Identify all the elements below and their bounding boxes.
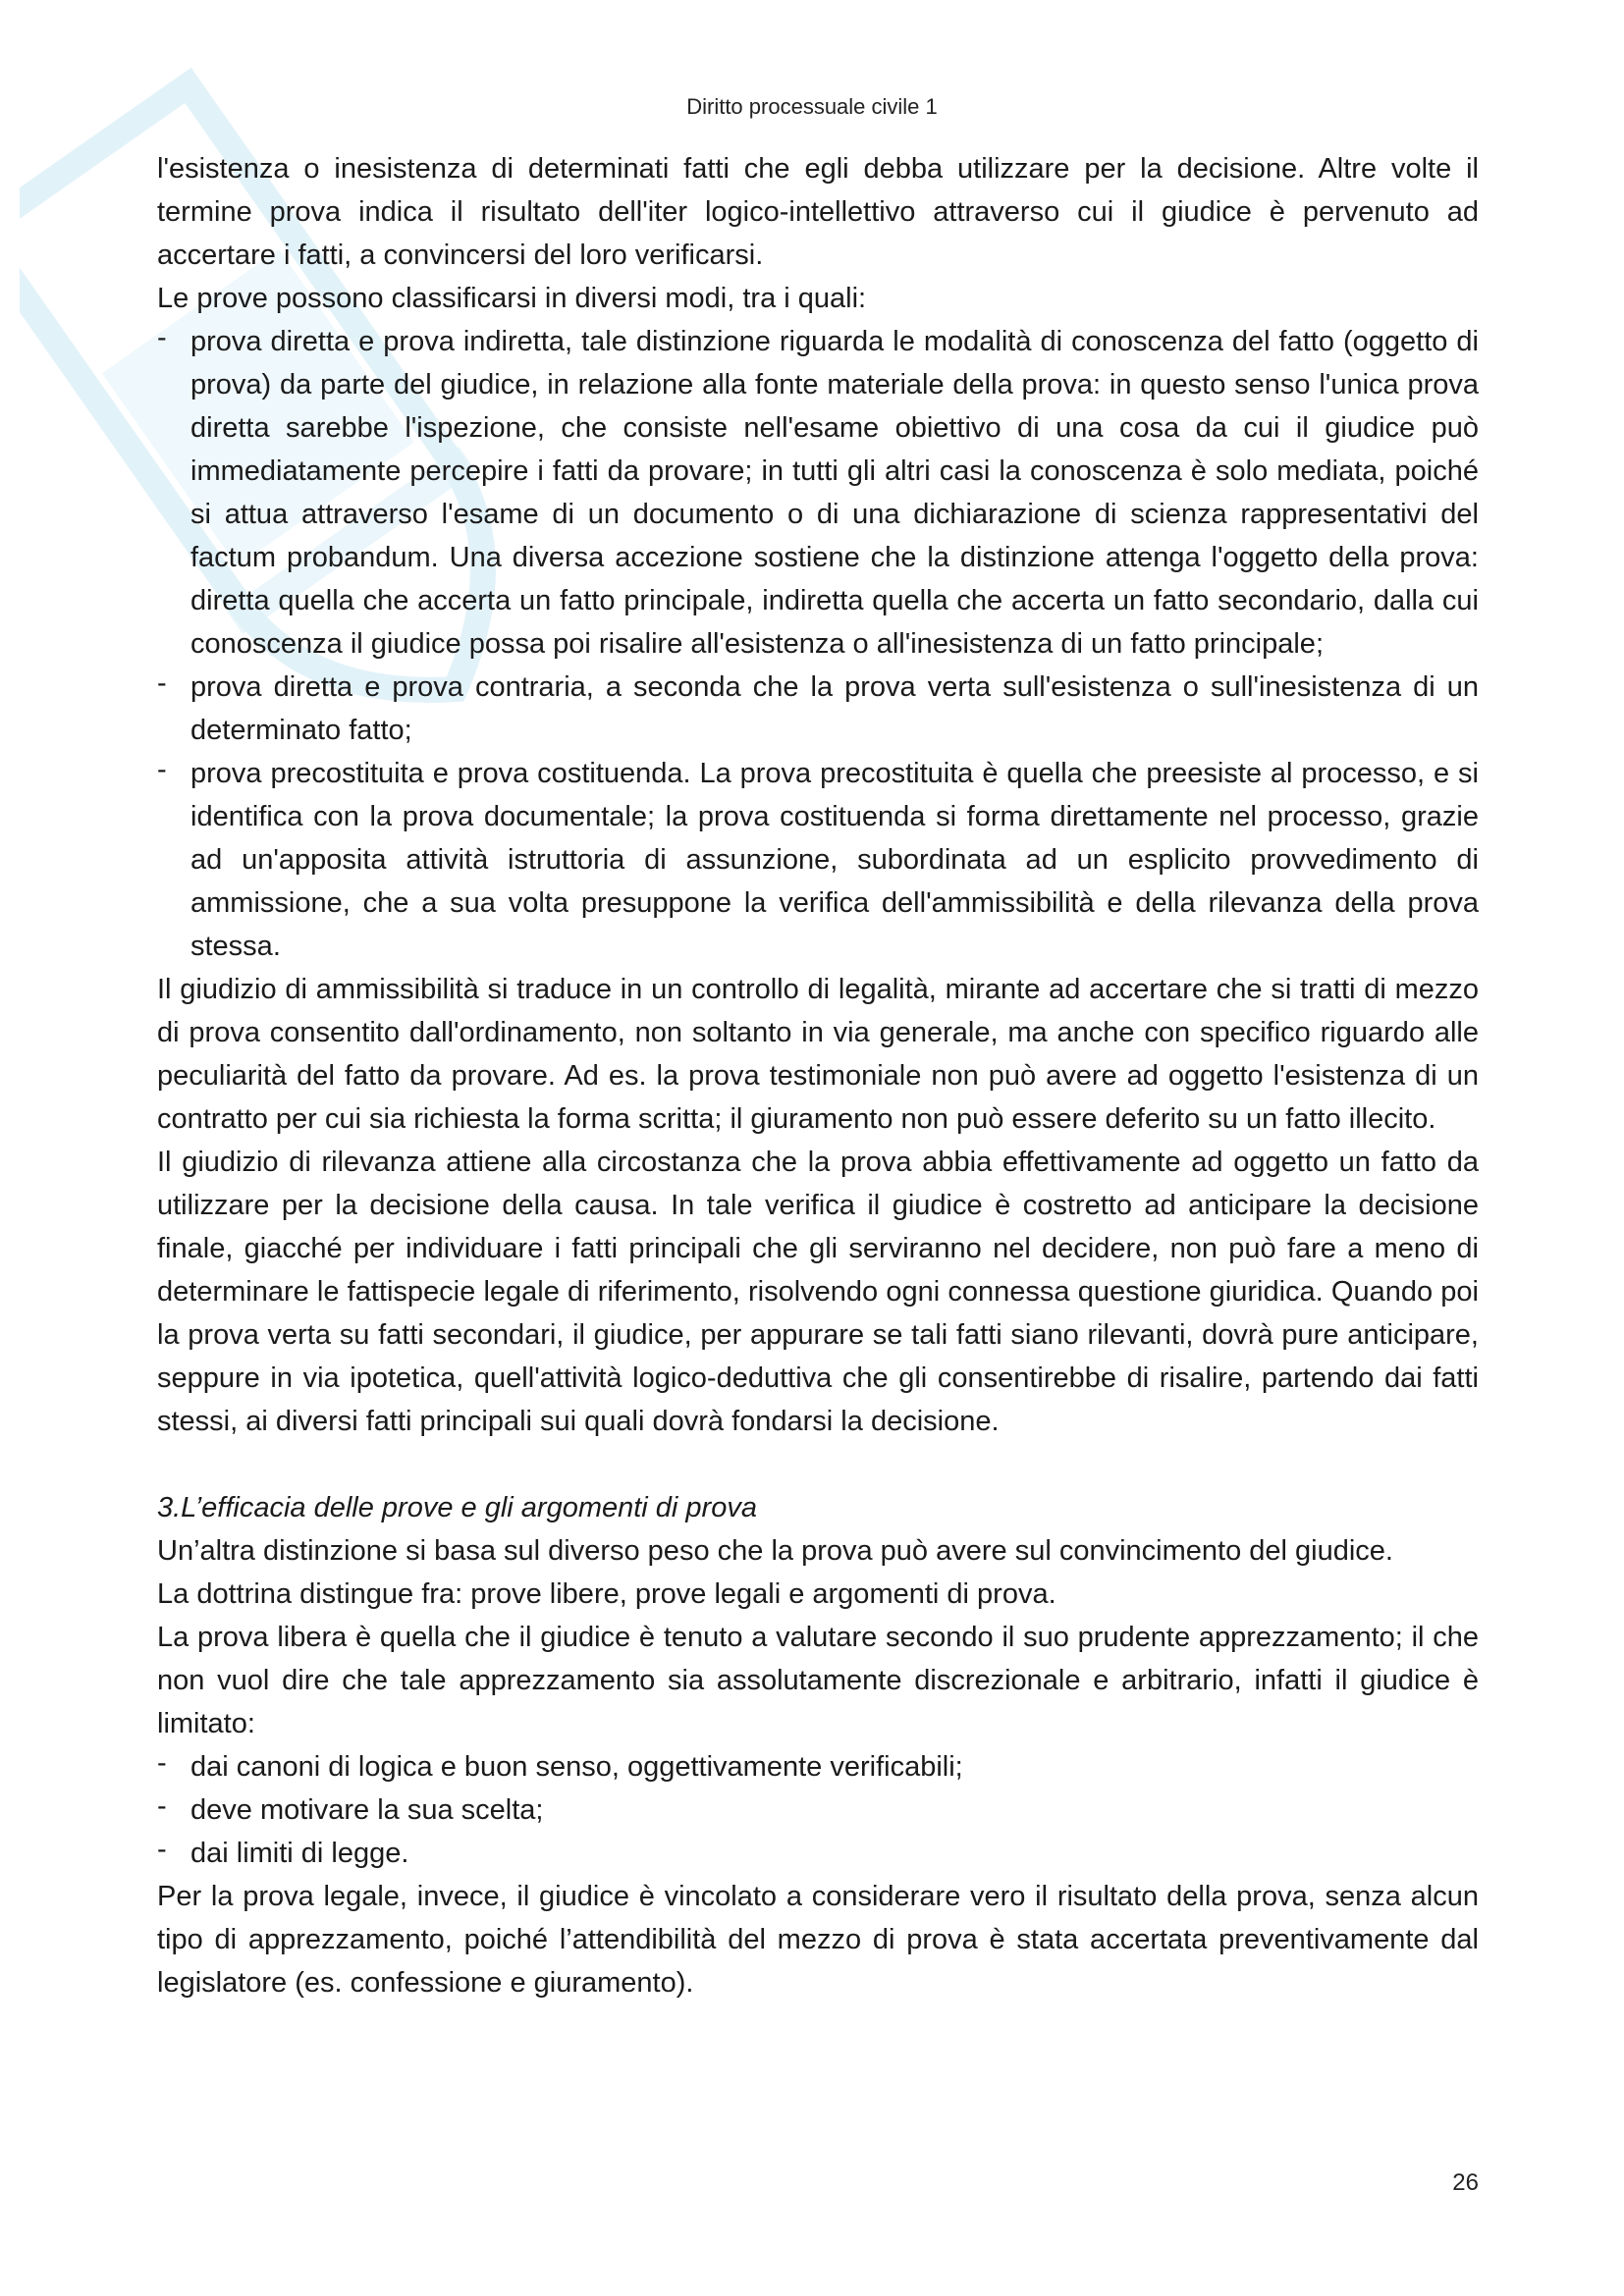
paragraph: Un’altra distinzione si basa sul diverso peso che la prova può avere sul convincimento del giudice.	[157, 1535, 1393, 1567]
page-header: Diritto processuale civile 1	[686, 94, 938, 119]
paragraph: Per la prova legale, invece, il giudice è vincolato a considerare vero il risultato della prova, senza alcun tipo di apprezzamento, poiché l’attendibilità del mezzo di prova è stata accertata preventivamente dal legislatore (es. confessione e giuramento).	[157, 1881, 1479, 1999]
list-item: - prova diretta e prova indiretta, tale distinzione riguarda le modalità di conoscenza del fatto (oggetto di prova) da parte del giudice, in relazione alla fonte materiale della prova: in questo senso l'unica prova diretta sarebbe l'ispezione, che consiste nell'esame obiettivo di una cosa da cui il giudice può immediatamente percepire i fatti da provare; in tutti gli altri casi la conoscenza è solo mediata, poiché si attua attraverso l'esame di un documento o di una dichiarazione di scienza rappresentativi del factum probandum. Una diversa accezione sostiene che la distinzione attenga l'oggetto della prova: diretta quella che accerta un fatto principale, indiretta quella che accerta un fatto secondario, dalla cui conoscenza il giudice possa poi risalire all'esistenza o all'inesistenza di un fatto principale;	[157, 320, 1479, 666]
paragraph: Il giudizio di ammissibilità si traduce in un controllo di legalità, mirante ad accertare che si tratti di mezzo di prova consentito dall'ordinamento, non soltanto in via generale, ma anche con specifico riguardo alle peculiarità del fatto da provare. Ad es. la prova testimoniale non può avere ad oggetto l'esistenza di un contratto per cui sia richiesta la forma scritta; il giuramento non può essere deferito su un fatto illecito.	[157, 974, 1479, 1135]
list-item: - prova diretta e prova contraria, a seconda che la prova verta sull'esistenza o sull'inesistenza di un determinato fatto;	[157, 666, 1479, 752]
paragraph: Le prove possono classificarsi in diversi modi, tra i quali:	[157, 283, 867, 314]
paragraph: La dottrina distingue fra: prove libere, prove legali e argomenti di prova.	[157, 1578, 1056, 1610]
paragraph: l'esistenza o inesistenza di determinati fatti che egli debba utilizzare per la decisione. Altre volte il termine prova indica il risultato dell'iter logico-intellettivo attraverso cui il giudice è pervenuto ad accertare i fatti, a convincersi del loro verificarsi.	[157, 153, 1479, 271]
limits-list	[157, 1745, 1479, 1875]
paragraph: Il giudizio di rilevanza attiene alla circostanza che la prova abbia effettivamente ad oggetto un fatto da utilizzare per la decisione della causa. In tale verifica il giudice è costretto ad anticipare la decisione finale, giacché per individuare i fatti principali che gli serviranno nel decidere, non può fare a meno di determinare le fattispecie legale di riferimento, risolvendo ogni connessa questione giuridica. Quando poi la prova verta su fatti secondari, il giudice, per appurare se tali fatti siano rilevanti, dovrà pure anticipare, seppure in via ipotetica, quell'attività logico-deduttiva che gli consentirebbe di risalire, partendo dai fatti stessi, ai diversi fatti principali sui quali dovrà fondarsi la decisione.	[157, 1147, 1479, 1437]
document-body	[157, 147, 1479, 2004]
section-title: 3.L’efficacia delle prove e gli argomenti di prova	[157, 1492, 757, 1523]
list-item: - deve motivare la sua scelta;	[157, 1789, 1479, 1832]
paragraph: La prova libera è quella che il giudice è tenuto a valutare secondo il suo prudente apprezzamento; il che non vuol dire che tale apprezzamento sia assolutamente discrezionale e arbitrario, infatti il giudice è limitato:	[157, 1622, 1479, 1739]
list-item: - dai limiti di legge.	[157, 1832, 1479, 1875]
page-number: 26	[1452, 2169, 1479, 2196]
list-item: - dai canoni di logica e buon senso, oggettivamente verificabili;	[157, 1745, 1479, 1789]
classification-list	[157, 320, 1479, 968]
list-item: - prova precostituita e prova costituenda. La prova precostituita è quella che preesiste al processo, e si identifica con la prova documentale; la prova costituenda si forma direttamente nel processo, grazie ad un'apposita attività istruttoria di assunzione, subordinata ad un esplicito provvedimento di ammissione, che a sua volta presuppone la verifica dell'ammissibilità e della rilevanza della prova stessa.	[157, 752, 1479, 968]
